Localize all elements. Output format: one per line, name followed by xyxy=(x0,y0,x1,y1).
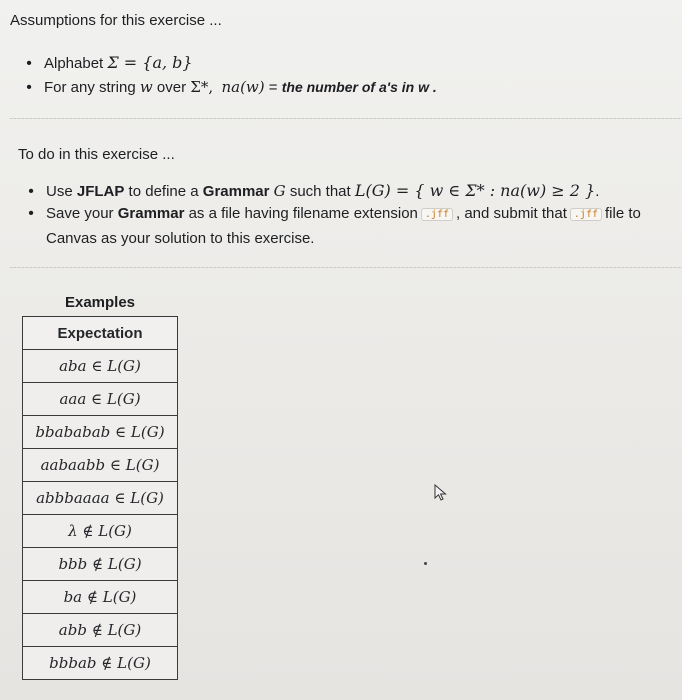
divider xyxy=(10,118,682,119)
bullet-icon: • xyxy=(28,205,34,222)
language-definition: L(G) = { w ∈ Σ* : na(w) ≥ 2 } xyxy=(354,181,596,200)
todo-heading: To do in this exercise ... xyxy=(18,146,175,163)
grammar-label-2: Grammar xyxy=(117,205,185,222)
bullet-icon: • xyxy=(26,55,32,72)
table-row xyxy=(23,647,178,680)
todo-define-grammar xyxy=(16,181,599,201)
sigma-star: Σ*, xyxy=(190,78,214,96)
examples-table xyxy=(22,316,178,680)
example-cell: bbb ∉ L(G) xyxy=(23,548,178,581)
grammar-label: Grammar xyxy=(202,183,270,200)
count-func: na(w) xyxy=(221,78,265,96)
example-cell: abbbaaaa ∈ L(G) xyxy=(23,482,178,515)
alphabet-math: Σ = {a, b} xyxy=(107,53,193,72)
table-row xyxy=(23,449,178,482)
dust-dot xyxy=(424,562,427,565)
period: . xyxy=(595,183,600,200)
todo-save-file xyxy=(16,205,641,223)
example-cell: ba ∉ L(G) xyxy=(23,581,178,614)
example-cell: abb ∉ L(G) xyxy=(23,614,178,647)
save-text: Save your xyxy=(46,205,114,222)
extension-text: as a file having filename extension xyxy=(188,205,418,222)
divider-2 xyxy=(10,267,682,268)
table-row xyxy=(23,614,178,647)
file-to-text: file to xyxy=(605,205,641,222)
bullet-icon: • xyxy=(28,183,34,200)
examples-caption: Examples xyxy=(64,294,136,311)
todo-save-file-line2: Canvas as your solution to this exercise. xyxy=(46,230,315,247)
assumption-count xyxy=(14,78,437,97)
define-text: to define a xyxy=(128,183,199,200)
such-that-text: such that xyxy=(289,183,351,200)
table-row xyxy=(23,515,178,548)
example-cell: bbababab ∈ L(G) xyxy=(23,416,178,449)
jff-extension-code-2: .jff xyxy=(570,208,602,221)
string-var: w xyxy=(139,78,153,96)
table-row xyxy=(23,581,178,614)
jff-extension-code: .jff xyxy=(421,208,453,221)
table-row xyxy=(23,383,178,416)
assumption-alphabet xyxy=(14,53,193,73)
examples-rows xyxy=(23,350,178,680)
example-cell: aaa ∈ L(G) xyxy=(23,383,178,416)
count-definition: the number of a's in w . xyxy=(281,79,437,95)
table-row xyxy=(23,482,178,515)
submit-text: , and submit that xyxy=(456,205,567,222)
jflap-label: JFLAP xyxy=(76,183,125,200)
example-cell: aba ∈ L(G) xyxy=(23,350,178,383)
use-text: Use xyxy=(46,183,73,200)
string-label: For any string xyxy=(44,79,136,96)
grammar-var: G xyxy=(273,182,286,200)
table-row xyxy=(23,548,178,581)
assumptions-heading: Assumptions for this exercise ... xyxy=(10,12,222,29)
bullet-icon: • xyxy=(26,79,32,96)
eq-sign: = xyxy=(268,79,278,96)
mouse-pointer-icon xyxy=(434,484,448,502)
table-row xyxy=(23,416,178,449)
example-cell: aabaabb ∈ L(G) xyxy=(23,449,178,482)
example-cell: λ ∉ L(G) xyxy=(23,515,178,548)
table-row xyxy=(23,350,178,383)
over-text: over xyxy=(156,79,187,96)
alphabet-label: Alphabet xyxy=(44,55,104,72)
example-cell: bbbab ∉ L(G) xyxy=(23,647,178,680)
expectation-header: Expectation xyxy=(23,317,178,350)
